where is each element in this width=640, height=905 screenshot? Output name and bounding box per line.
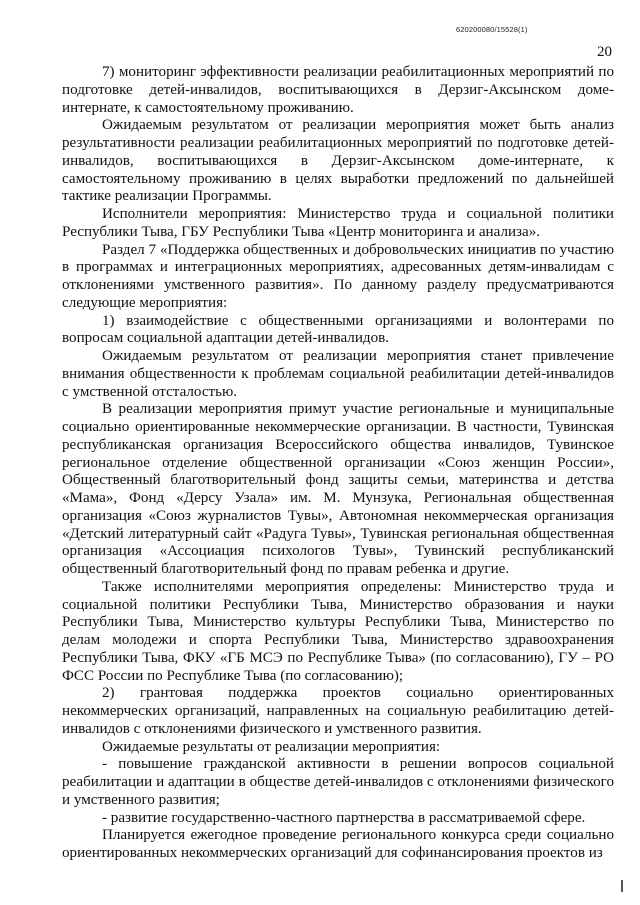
- paragraph-executors-1: Исполнители мероприятия: Министерство труда и социальной политики Республики Тыва, ГБУ Республики Тыва «Центр мониторинга и анализа».: [62, 206, 614, 240]
- page-number: 20: [597, 44, 612, 60]
- paragraph-expected-result-attention: Ожидаемым результатом от реализации мероприятия станет привлечение внимания общественности к проблемам социальной реабилитации детей-инвалидов с умственной отсталостью.: [62, 348, 614, 400]
- scan-artifact: [621, 880, 623, 892]
- paragraph-item-2-grants: 2) грантовая поддержка проектов социально ориентированных некоммерческих организаций, направленных на социальную реабилитацию детей-инвалидов с отклонениями физического и умственного развития.: [62, 685, 614, 737]
- paragraph-annual-contest: Планируется ежегодное проведение регионального конкурса среди социально ориентированных некоммерческих организаций для софинансирования проектов из: [62, 827, 614, 861]
- document-id: 620200080/15528(1): [456, 25, 528, 34]
- paragraph-participants: В реализации мероприятия примут участие региональные и муниципальные социально ориентированные некоммерческие организации. В частности, Тувинская республиканская организация Всероссийского общества инвалидов, Тувинское региональное отделение общественной организации «Союз женщин России», Общественный благотворительный фонд защиты семьи, материнства и детства «Мама», Фонд «Дерсу Узала» им. М. Мунзука, Региональная общественная организация «Союз журналистов Тувы», Автономная некоммерческая организация «Детский литературный сайт «Радуга Тувы», Тувинская региональная общественная организация «Ассоциация психологов Тувы», Тувинский республиканский общественный благотворительный фонд по правам ребенка и другие.: [62, 401, 614, 577]
- bullet-civic-activity: - повышение гражданской активности в решении вопросов социальной реабилитации и адаптации в обществе детей-инвалидов с отклонениями физического и умственного развития;: [62, 756, 614, 808]
- bullet-public-private-partnership: - развитие государственно-частного партнерства в рассматриваемой сфере.: [102, 809, 586, 826]
- paragraph-expected-results-heading: Ожидаемые результаты от реализации мероприятия:: [102, 738, 441, 755]
- paragraph-executors-2: Также исполнителями мероприятия определены: Министерство труда и социальной политики Республики Тыва, Министерство образования и науки Республики Тыва, Министерство культуры Республики Тыва, Министерство по делам молодежи и спорта Республики Тыва, Министерство здравоохранения Республики Тыва, ФКУ «ГБ МСЭ по Республике Тыва» (по согласованию), ГУ – РО ФСС России по Республике Тыва (по согласованию);: [62, 578, 614, 684]
- paragraph-section-7: Раздел 7 «Поддержка общественных и добровольческих инициатив по участию в программах и интеграционных мероприятиях, адресованных детям-инвалидам с отклонениями умственного развития». По данному разделу предусматриваются следующие мероприятия:: [62, 241, 614, 311]
- paragraph-expected-result-analysis: Ожидаемым результатом от реализации мероприятия может быть анализ результативности реализации реабилитационных мероприятий по подготовке детей-инвалидов, воспитывающихся в Дерзиг-Аксынском доме-интернате, к самостоятельному проживанию в целях выработки предложений по дальнейшей тактике реализации Программы.: [62, 117, 614, 205]
- paragraph-monitoring: 7) мониторинг эффективности реализации реабилитационных мероприятий по подготовке детей-инвалидов, воспитывающихся в Дерзиг-Аксынском доме-интернате, к самостоятельному проживанию.: [62, 64, 614, 116]
- document-body: [62, 64, 614, 863]
- paragraph-item-1-interaction: 1) взаимодействие с общественными организациями и волонтерами по вопросам социальной адаптации детей-инвалидов.: [62, 312, 614, 347]
